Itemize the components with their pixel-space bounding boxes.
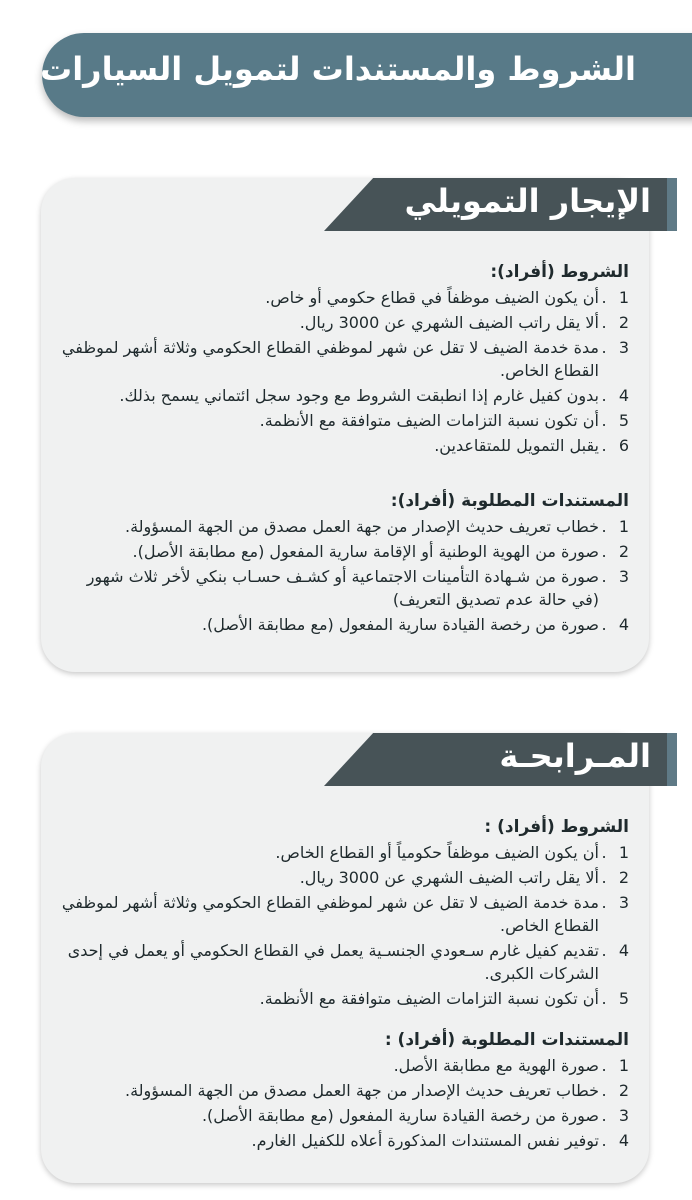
item-number: 2 (618, 868, 629, 887)
item-number: 5 (618, 989, 629, 1008)
section-body (61, 260, 629, 638)
conditions-list (61, 286, 629, 457)
list-item: 2 . ألا يقل راتب الضيف الشهري عن 3000 ريال. (61, 866, 629, 889)
item-text: صورة من رخصة القيادة سارية المفعول (مع مطابقة الأصل). (201, 1106, 599, 1125)
list-item: 4 . صورة من رخصة القيادة سارية المفعول (مع مطابقة الأصل). (61, 613, 629, 636)
item-text: صورة من رخصة القيادة سارية المفعول (مع مطابقة الأصل). (201, 615, 599, 634)
section-card-financial-lease (41, 178, 649, 672)
list-item: 1 . أن يكون الضيف موظفاً في قطاع حكومي أو خاص. (61, 286, 629, 309)
list-item: 5 . أن تكون نسبة التزامات الضيف متوافقة مع الأنظمة. (61, 409, 629, 432)
item-number: 4 (618, 941, 629, 960)
list-item: 2 . صورة من الهوية الوطنية أو الإقامة سارية المفعول (مع مطابقة الأصل). (61, 540, 629, 563)
list-item: 3 . مدة خدمة الضيف لا تقل عن شهر لموظفي القطاع الحكومي وثلاثة أشهر لموظفي القطاع الخاص. (61, 338, 629, 380)
item-number: 3 (618, 567, 629, 586)
item-number: 6 (618, 436, 629, 455)
item-text: مدة خدمة الضيف لا تقل عن شهر لموظفي القطاع الحكومي وثلاثة أشهر لموظفي القطاع الخاص. (61, 893, 599, 935)
page-title: الشروط والمستندات لتمويل السيارات (40, 50, 636, 88)
section-title-tab (324, 733, 677, 786)
item-text: أن تكون نسبة التزامات الضيف متوافقة مع الأنظمة. (259, 989, 599, 1008)
item-text: تقديم كفيل غارم سـعودي الجنسـية يعمل في القطاع الحكومي أو يعمل في إحدى الشركات الكبرى. (67, 941, 599, 983)
item-number: 4 (618, 1131, 629, 1150)
item-text: أن يكون الضيف موظفاً حكومياً أو القطاع الخاص. (275, 843, 599, 862)
item-number: 4 (618, 386, 629, 405)
list-item: 3 . مدة خدمة الضيف لا تقل عن شهر لموظفي القطاع الحكومي وثلاثة أشهر لموظفي القطاع الخاص. (61, 893, 629, 935)
section-body (61, 815, 629, 1154)
documents-list (61, 515, 629, 636)
item-number: 2 (618, 1081, 629, 1100)
documents-heading: المستندات المطلوبة (أفراد) : (384, 1030, 629, 1050)
item-number: 3 (618, 1106, 629, 1125)
section-title: الإيجار التمويلي (404, 182, 651, 220)
item-number: 2 (618, 313, 629, 332)
list-item: 4 . بدون كفيل غارم إذا انطبقت الشروط مع وجود سجل ائتماني يسمح بذلك. (61, 384, 629, 407)
conditions-heading: الشروط (أفراد) : (484, 817, 629, 837)
item-text: أن تكون نسبة التزامات الضيف متوافقة مع الأنظمة. (259, 411, 599, 430)
page-header (42, 33, 692, 117)
list-item: 4 . تقديم كفيل غارم سـعودي الجنسـية يعمل في القطاع الحكومي أو يعمل في إحدى الشركات الكبرى. (61, 939, 629, 985)
documents-list (61, 1054, 629, 1152)
list-item: 2 . خطاب تعريف حديث الإصدار من جهة العمل مصدق من الجهة المسؤولة. (61, 1079, 629, 1102)
item-text: صورة الهوية مع مطابقة الأصل. (393, 1056, 599, 1075)
list-item: 1 . صورة الهوية مع مطابقة الأصل. (61, 1054, 629, 1077)
list-item: 1 . خطاب تعريف حديث الإصدار من جهة العمل مصدق من الجهة المسؤولة. (61, 515, 629, 538)
section-card-murabaha (41, 733, 649, 1183)
item-text: مدة خدمة الضيف لا تقل عن شهر لموظفي القطاع الحكومي وثلاثة أشهر لموظفي القطاع الخاص. (61, 338, 599, 380)
section-title: المـرابحـة (499, 737, 651, 775)
section-title-tab (324, 178, 677, 231)
list-item: 5 . أن تكون نسبة التزامات الضيف متوافقة مع الأنظمة. (61, 987, 629, 1010)
documents-block (61, 489, 629, 636)
section-title-accent (667, 178, 677, 231)
item-text: ألا يقل راتب الضيف الشهري عن 3000 ريال. (299, 868, 599, 887)
list-item: 6 . يقبل التمويل للمتقاعدين. (61, 434, 629, 457)
item-text: يقبل التمويل للمتقاعدين. (434, 436, 599, 455)
list-item: 3 . صورة من شـهادة التأمينات الاجتماعية أو كشـف حسـاب بنكي لأخر ثلاث شهور (في حالة عدم تصديق التعريف) (61, 565, 629, 611)
item-number: 1 (618, 1056, 629, 1075)
item-number: 3 (618, 893, 629, 912)
item-text: صورة من شـهادة التأمينات الاجتماعية أو كشـف حسـاب بنكي لأخر ثلاث شهور (في حالة عدم تصديق التعريف) (86, 567, 599, 609)
item-text: ألا يقل راتب الضيف الشهري عن 3000 ريال. (299, 313, 599, 332)
item-text: بدون كفيل غارم إذا انطبقت الشروط مع وجود سجل ائتماني يسمح بذلك. (119, 386, 599, 405)
item-text: خطاب تعريف حديث الإصدار من جهة العمل مصدق من الجهة المسؤولة. (125, 517, 599, 536)
item-text: خطاب تعريف حديث الإصدار من جهة العمل مصدق من الجهة المسؤولة. (125, 1081, 599, 1100)
documents-heading: المستندات المطلوبة (أفراد): (390, 491, 629, 511)
item-text: أن يكون الضيف موظفاً في قطاع حكومي أو خاص. (265, 288, 599, 307)
item-number: 1 (618, 843, 629, 862)
item-number: 1 (618, 517, 629, 536)
conditions-list (61, 841, 629, 1010)
item-number: 4 (618, 615, 629, 634)
list-item: 3 . صورة من رخصة القيادة سارية المفعول (مع مطابقة الأصل). (61, 1104, 629, 1127)
item-number: 3 (618, 338, 629, 357)
conditions-heading: الشروط (أفراد): (490, 262, 629, 282)
documents-block (61, 1028, 629, 1152)
list-item: 4 . توفير نفس المستندات المذكورة أعلاه للكفيل الغارم. (61, 1129, 629, 1152)
item-number: 2 (618, 542, 629, 561)
item-number: 1 (618, 288, 629, 307)
item-text: توفير نفس المستندات المذكورة أعلاه للكفيل الغارم. (251, 1131, 599, 1150)
list-item: 2 . ألا يقل راتب الضيف الشهري عن 3000 ريال. (61, 311, 629, 334)
list-item: 1 . أن يكون الضيف موظفاً حكومياً أو القطاع الخاص. (61, 841, 629, 864)
item-text: صورة من الهوية الوطنية أو الإقامة سارية المفعول (مع مطابقة الأصل). (132, 542, 599, 561)
item-number: 5 (618, 411, 629, 430)
section-title-accent (667, 733, 677, 786)
